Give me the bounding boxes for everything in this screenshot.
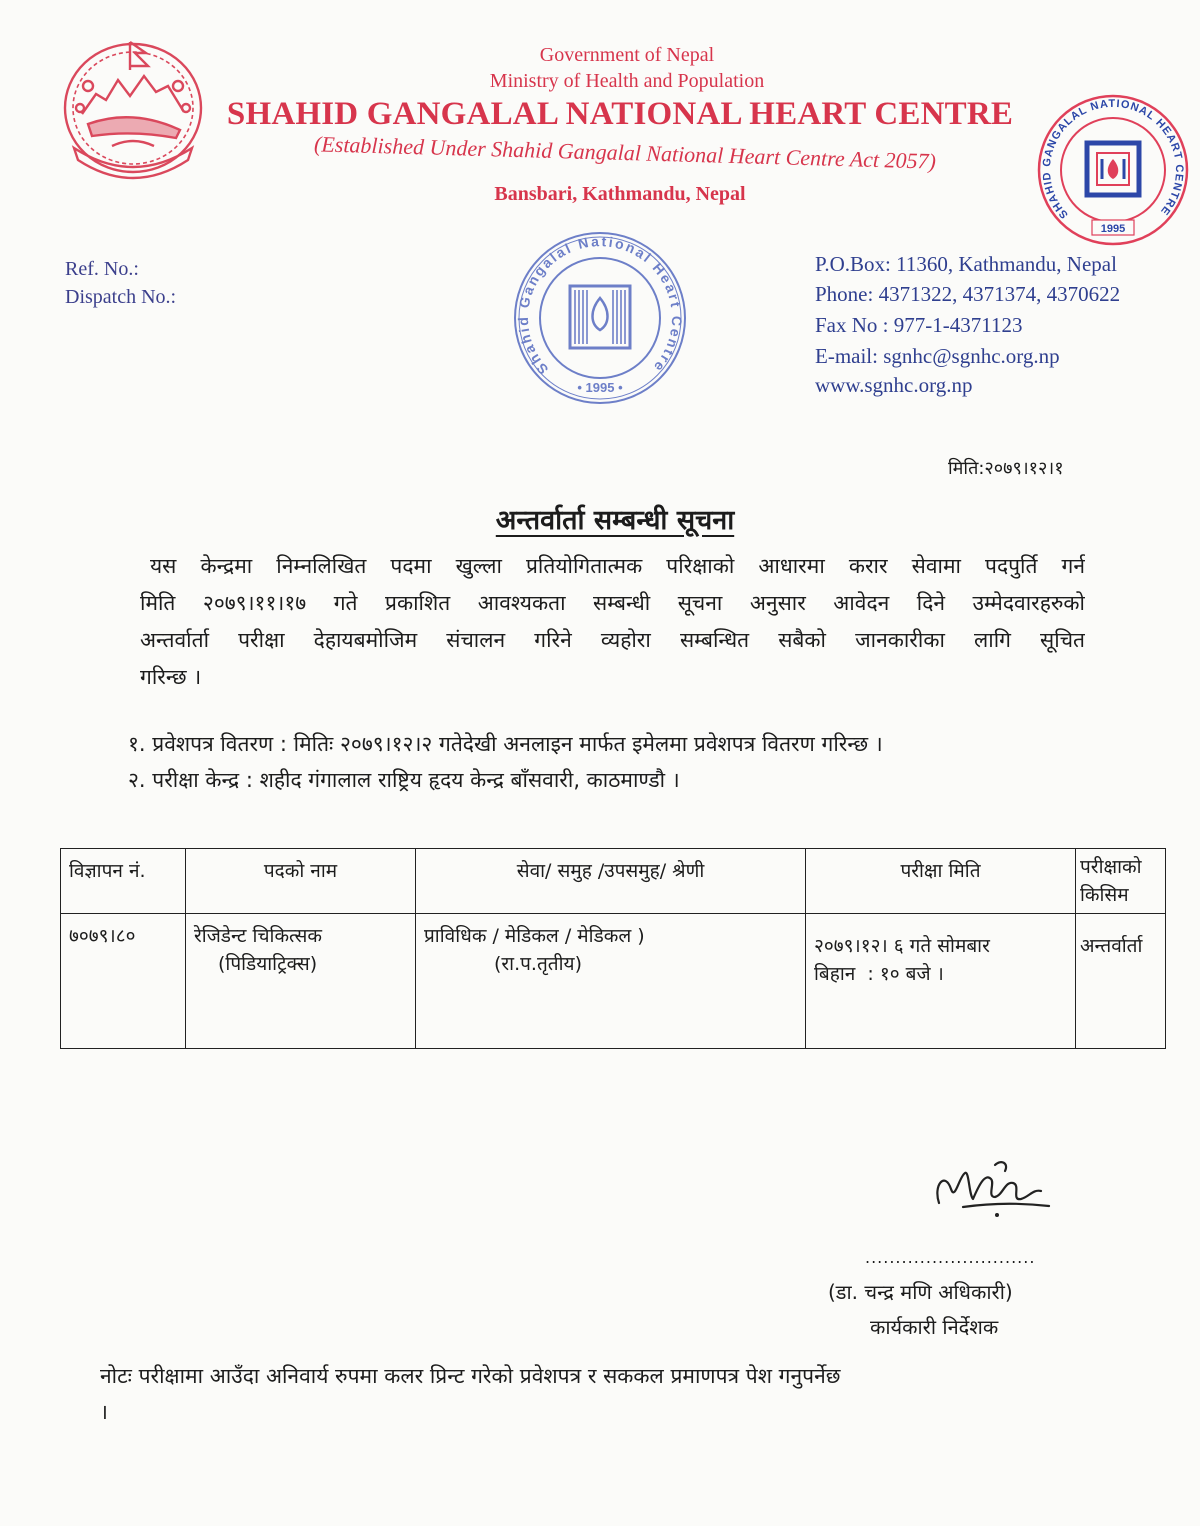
cell-text: ७०७९।८० xyxy=(69,925,136,947)
ministry-name: Ministry of Health and Population xyxy=(489,70,765,92)
note-line: । xyxy=(100,1400,108,1424)
organization-name: SHAHID GANGALAL NATIONAL HEART CENTRE xyxy=(226,96,1014,132)
contact-fax: Fax No : 977-1-4371123 xyxy=(815,313,1023,337)
logo-year: 1995 xyxy=(1100,223,1126,235)
notice-title: अन्तर्वार्ता सम्बन्धी सूचना xyxy=(495,505,735,536)
notice-date: मिति:२०७९।१२।१ xyxy=(948,458,1064,479)
organization-address: Bansbari, Kathmandu, Nepal xyxy=(494,183,746,205)
logo-ring-textpath: SHAHID GANGALAL NATIONAL HEART CENTRE xyxy=(1040,97,1186,221)
notice-body-line: गरिन्छ । xyxy=(140,665,202,689)
cell-text: रेजिडेन्ट चिकित्सक xyxy=(194,925,322,947)
signature-line: ............................ xyxy=(865,1248,1036,1267)
cell-text: प्राविधिक / मेडिकल / मेडिकल ) xyxy=(424,925,645,947)
note-line: नोटः परीक्षामा आउँदा अनिवार्य रुपमा कलर प्रिन्ट गरेको प्रवेशपत्र र सककल प्रमाणपत्र पेश गनुपर्नेछ xyxy=(100,1364,841,1388)
signature-mark xyxy=(925,1155,1060,1223)
header-text: पदको नाम xyxy=(263,860,338,882)
header-service-group xyxy=(416,849,806,914)
header-exam-date xyxy=(806,849,1076,914)
header-text: सेवा/ समुह /उपसमुह/ श्रेणी xyxy=(516,860,705,882)
notice-item-exam-centre: २. परीक्षा केन्द्र : शहीद गंगालाल राष्ट्रिय हृदय केन्द्र बाँसवारी, काठमाण्डौ । xyxy=(128,768,680,792)
interview-schedule-table xyxy=(60,848,1166,1049)
cell-post-name xyxy=(186,914,416,1049)
header-post-name xyxy=(186,849,416,914)
notice-body xyxy=(140,548,1085,696)
cell-text: (रा.प.तृतीय) xyxy=(494,953,582,975)
cell-exam-type xyxy=(1076,914,1166,1049)
notice-body-line: मिति २०७९।११।१७ गते प्रकाशित आवश्यकता सम्बन्धी सूचना अनुसार आवेदन दिने उम्मेदवारहरुको xyxy=(140,591,1085,615)
contact-website: www.sgnhc.org.np xyxy=(815,373,973,397)
seal-ring-textpath: Shahid Gangalal National Heart Centre xyxy=(514,233,686,378)
header-text: परीक्षा मिति xyxy=(900,860,981,882)
seal-year: • 1995 • xyxy=(577,380,623,395)
header-exam-type xyxy=(1076,849,1166,914)
header-text: विज्ञापन नं. xyxy=(69,860,146,882)
signatory-designation: कार्यकारी निर्देशक xyxy=(870,1315,999,1339)
dispatch-no-label: Dispatch No.: xyxy=(65,286,177,308)
notice-item-admit-card: १. प्रवेशपत्र वितरण : मितिः २०७९।१२।२ गतेदेखी अनलाइन मार्फत इमेलमा प्रवेशपत्र वितरण गरिन्छ । xyxy=(128,732,883,756)
contact-phone: Phone: 4371322, 4371374, 4370622 xyxy=(815,282,1121,306)
establishment-statement: (Established Under Shahid Gangalal National Heart Centre Act 2057) xyxy=(313,131,937,174)
government-name: Government of Nepal xyxy=(539,44,715,66)
table-header-row xyxy=(61,849,1166,914)
cell-text: (पिडियाट्रिक्स) xyxy=(218,953,318,975)
cell-text: अन्तर्वार्ता xyxy=(1080,935,1143,957)
cell-text: २०७९।१२। ६ गते सोमबार xyxy=(814,935,990,957)
contact-email: E-mail: sgnhc@sgnhc.org.np xyxy=(815,344,1060,368)
cell-service-group xyxy=(416,914,806,1049)
cell-text: बिहान : १० बजे । xyxy=(814,963,944,985)
header-text: किसिम xyxy=(1080,884,1129,906)
note xyxy=(100,1358,1160,1430)
contact-po-box: P.O.Box: 11360, Kathmandu, Nepal xyxy=(815,252,1117,276)
notice-body-line: अन्तर्वार्ता परीक्षा देहायबमोजिम संचालन गरिने व्यहोरा सम्बन्धित सबैको जानकारीका लागि सूचित xyxy=(140,628,1085,652)
cell-advertisement-no xyxy=(61,914,186,1049)
cell-exam-date xyxy=(806,914,1076,1049)
header-advertisement-no xyxy=(61,849,186,914)
notice-body-line: यस केन्द्रमा निम्नलिखित पदमा खुल्ला प्रतियोगितात्मक परिक्षाको आधारमा करार सेवामा पदपुर्ति गर्न xyxy=(150,554,1085,578)
heart-centre-logo-icon xyxy=(1036,93,1190,247)
ref-no-label: Ref. No.: xyxy=(65,258,139,280)
header-text: परीक्षाको xyxy=(1080,856,1142,878)
notice-items xyxy=(128,726,1088,798)
heart-centre-seal-icon xyxy=(512,230,688,406)
signatory-name: (डा. चन्द्र मणि अधिकारी) xyxy=(828,1280,1013,1304)
table-row xyxy=(61,914,1166,1049)
